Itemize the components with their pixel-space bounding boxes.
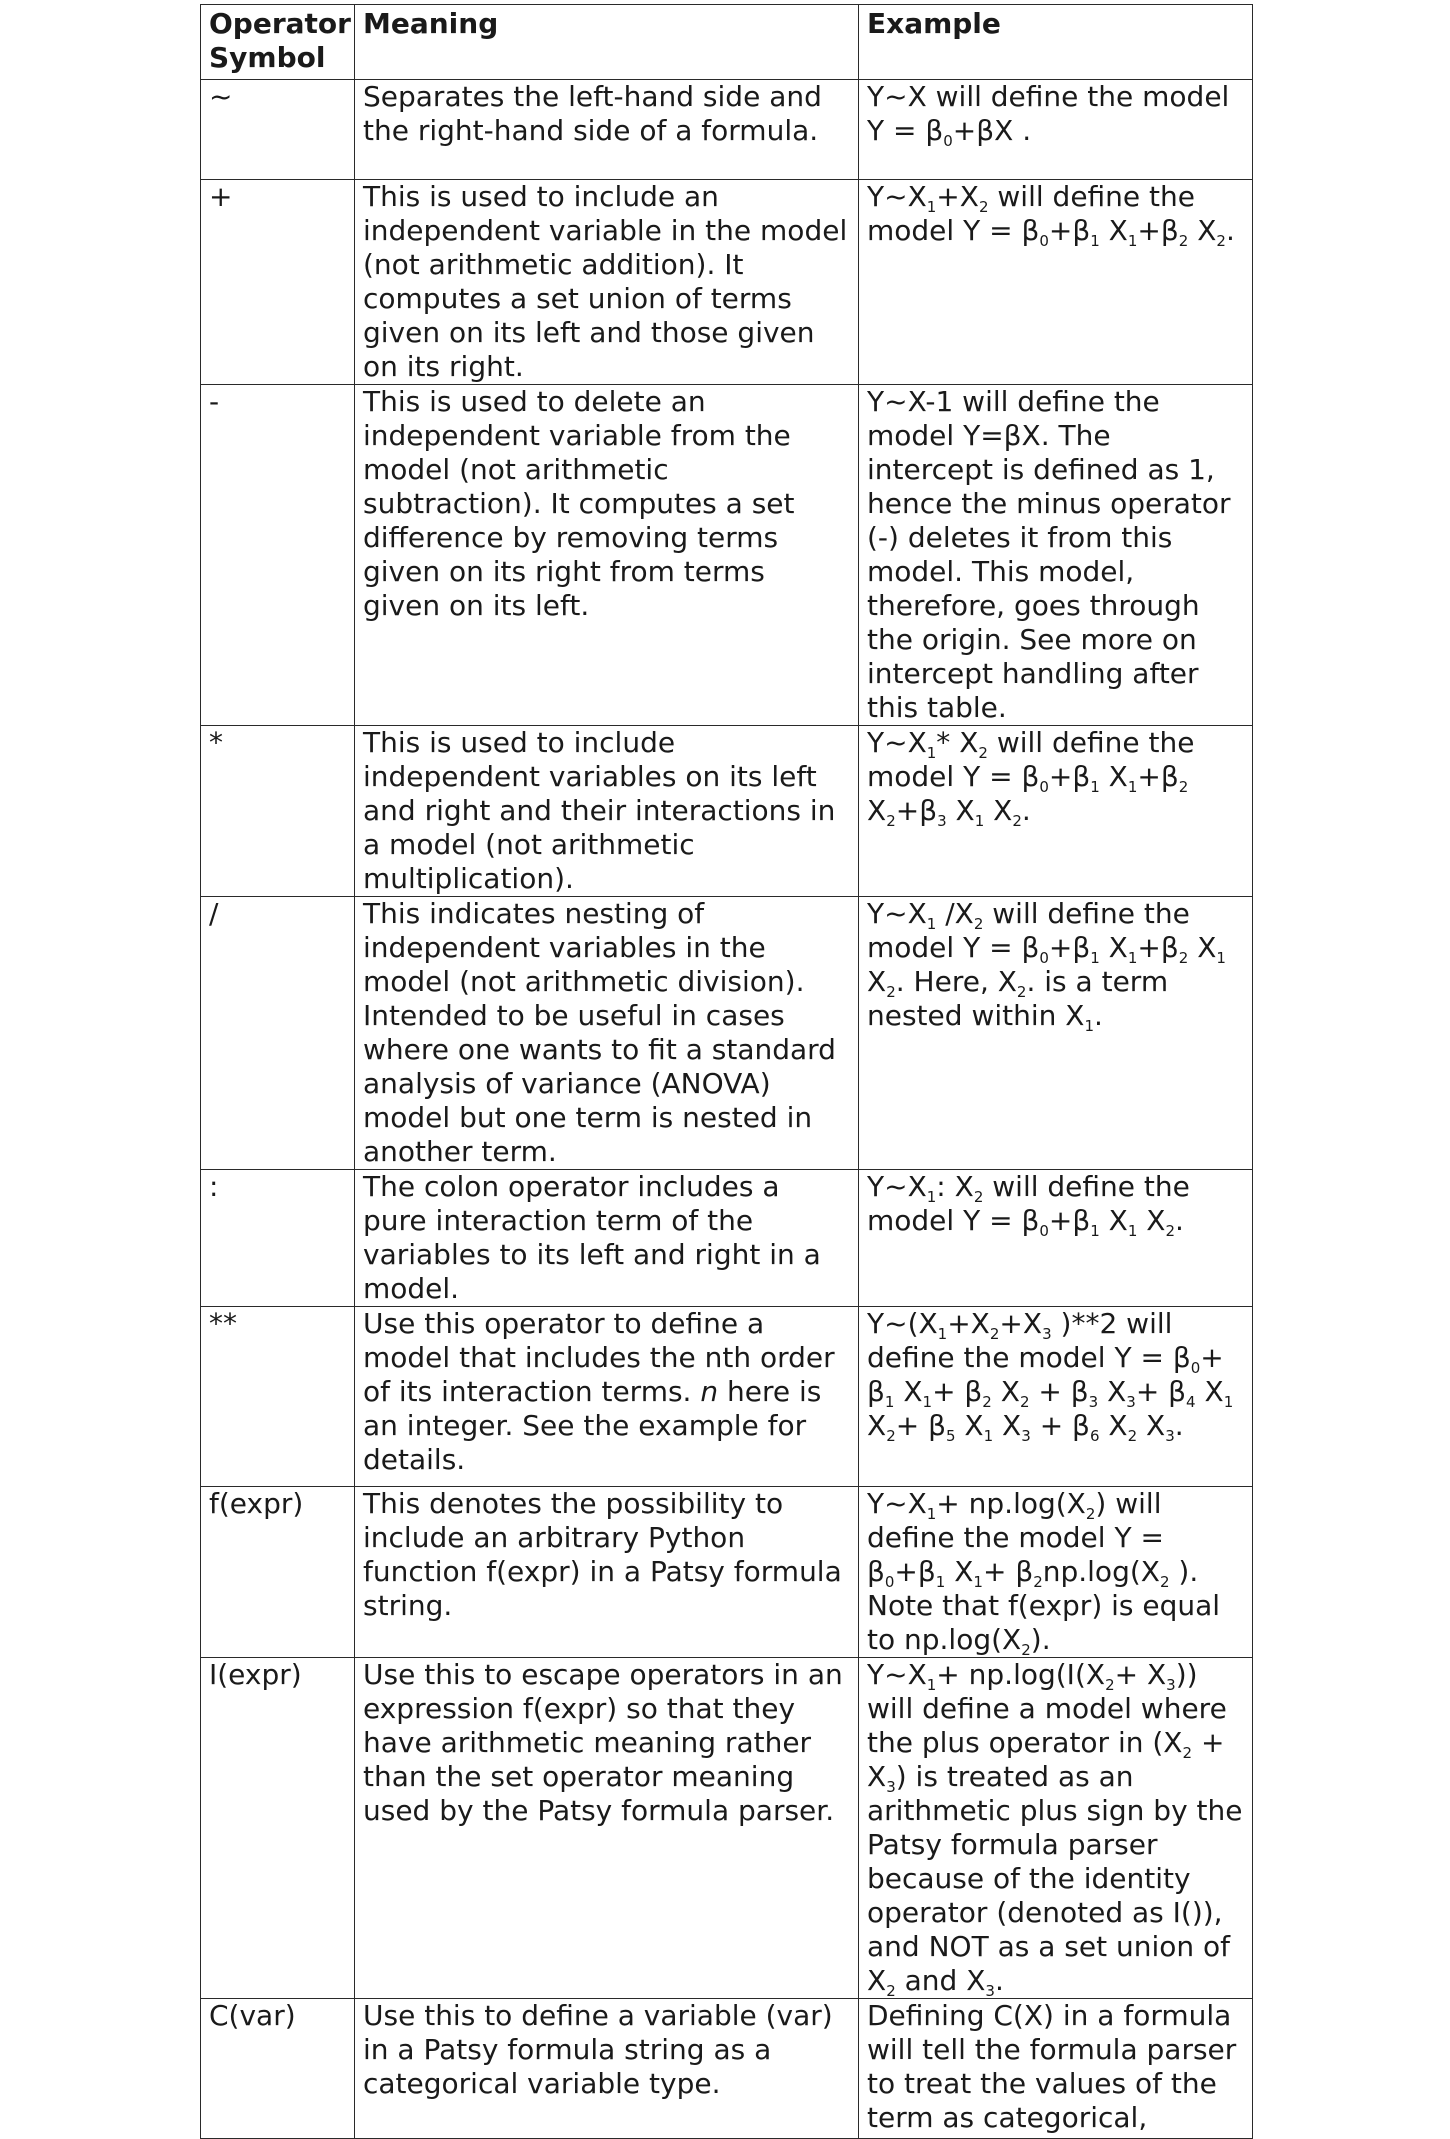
example-cell: $Y\sim X_1*$ $X_2$ will define the model $Y = \beta_0+\beta_1$ $X_1+\beta_2$ $X_2+\beta_3$ $X_1$ $X_2$. [859, 726, 1253, 897]
example-cell: $Y\sim X_1+X_2$ will define the model $Y = \beta_0+\beta_1$ $X_1+\beta_2$ $X_2$. [859, 180, 1253, 385]
table-row [201, 385, 1253, 726]
meaning-cell: Use this operator to define a model that includes the nth order of its interaction terms. n here is an integer. See the example for details. [355, 1307, 859, 1487]
operator-symbol-cell: I(expr) [201, 1658, 355, 1999]
operator-symbol-cell: / [201, 897, 355, 1170]
table-row [201, 80, 1253, 180]
operator-symbol-cell: ~ [201, 80, 355, 180]
operator-symbol-cell: + [201, 180, 355, 385]
table-row [201, 1307, 1253, 1487]
example-cell: $Y\sim X_1$: $X_2$ will define the model $Y = \beta_0+\beta_1$ $X_1$ $X_2$. [859, 1170, 1253, 1307]
meaning-cell: This indicates nesting of independent variables in the model (not arithmetic division). Intended to be useful in cases where one wants to fit a standard analysis of variance (ANOVA) model but one term is nested in another term. [355, 897, 859, 1170]
meaning-cell: Separates the left-hand side and the right-hand side of a formula. [355, 80, 859, 180]
operator-symbol-cell: - [201, 385, 355, 726]
meaning-cell: Use this to define a variable (var) in a Patsy formula string as a categorical variable type. [355, 1999, 859, 2139]
meaning-cell: The colon operator includes a pure interaction term of the variables to its left and right in a model. [355, 1170, 859, 1307]
table-row [201, 180, 1253, 385]
example-cell: $Y\sim(X_1+X_2+X_3$ )**2 will define the model $Y = \beta_0+ \beta_1$ $X_1+ \beta_2$ $X_2 + \beta_3$ $X_3+ \beta_4$ $X_1$ $X_2+ \beta_5$ $X_1$ $X_3 + \beta_6$ $X_2$ $X_3$. [859, 1307, 1253, 1487]
example-cell: $Y\sim X_1$ $/X_2$ will define the model $Y = \beta_0+\beta_1$ $X_1+\beta_2$ $X_1$ $X_2$. Here, $X_2$. is a term nested within $X_1$. [859, 897, 1253, 1170]
operator-symbol-cell: ** [201, 1307, 355, 1487]
meaning-cell: This is used to include an independent variable in the model (not arithmetic addition). It computes a set union of terms given on its left and those given on its right. [355, 180, 859, 385]
operator-symbol-cell: * [201, 726, 355, 897]
meaning-cell: This is used to delete an independent variable from the model (not arithmetic subtraction). It computes a set difference by removing terms given on its right from terms given on its left. [355, 385, 859, 726]
table-row [201, 726, 1253, 897]
table-row [201, 1999, 1253, 2139]
header-example: Example [859, 5, 1253, 80]
meaning-cell: Use this to escape operators in an expression f(expr) so that they have arithmetic meaning rather than the set operator meaning used by the Patsy formula parser. [355, 1658, 859, 1999]
table-row [201, 1487, 1253, 1658]
example-cell: Defining C(X) in a formula will tell the formula parser to treat the values of the term as categorical, [859, 1999, 1253, 2139]
header-row [201, 5, 1253, 80]
meaning-cell: This denotes the possibility to include an arbitrary Python function f(expr) in a Patsy formula string. [355, 1487, 859, 1658]
header-operator-symbol: Operator Symbol [201, 5, 355, 80]
operator-symbol-cell: C(var) [201, 1999, 355, 2139]
table-row [201, 1170, 1253, 1307]
example-cell: Y~X will define the model $Y = \beta_0+\beta X$ . [859, 80, 1253, 180]
meaning-cell: This is used to include independent variables on its left and right and their interactions in a model (not arithmetic multiplication). [355, 726, 859, 897]
operator-symbol-cell: f(expr) [201, 1487, 355, 1658]
operator-table [200, 4, 1253, 2139]
example-cell: $Y\sim X_1+ np.\log(X_2)$ will define the model $Y = \beta_0+\beta_1$ $X_1+ \beta_2np.\log(X_2$ ). Note that f(expr) is equal to $np.\log(X_2)$. [859, 1487, 1253, 1658]
header-meaning: Meaning [355, 5, 859, 80]
example-cell: Y~X-1 will define the model Y=βX. The intercept is defined as 1, hence the minus operator (-) deletes it from this model. This model, therefore, goes through the origin. See more on intercept handling after this table. [859, 385, 1253, 726]
example-cell: $Y\sim X_1+ np.\log(I(X_2+ X_3))$ will define a model where the plus operator in $(X_2 + X_3)$ is treated as an arithmetic plus sign by the Patsy formula parser because of the identity operator (denoted as I()), and NOT as a set union of $X_2$ and $X_3$. [859, 1658, 1253, 1999]
operator-symbol-cell: : [201, 1170, 355, 1307]
table-row [201, 897, 1253, 1170]
table-row [201, 1658, 1253, 1999]
